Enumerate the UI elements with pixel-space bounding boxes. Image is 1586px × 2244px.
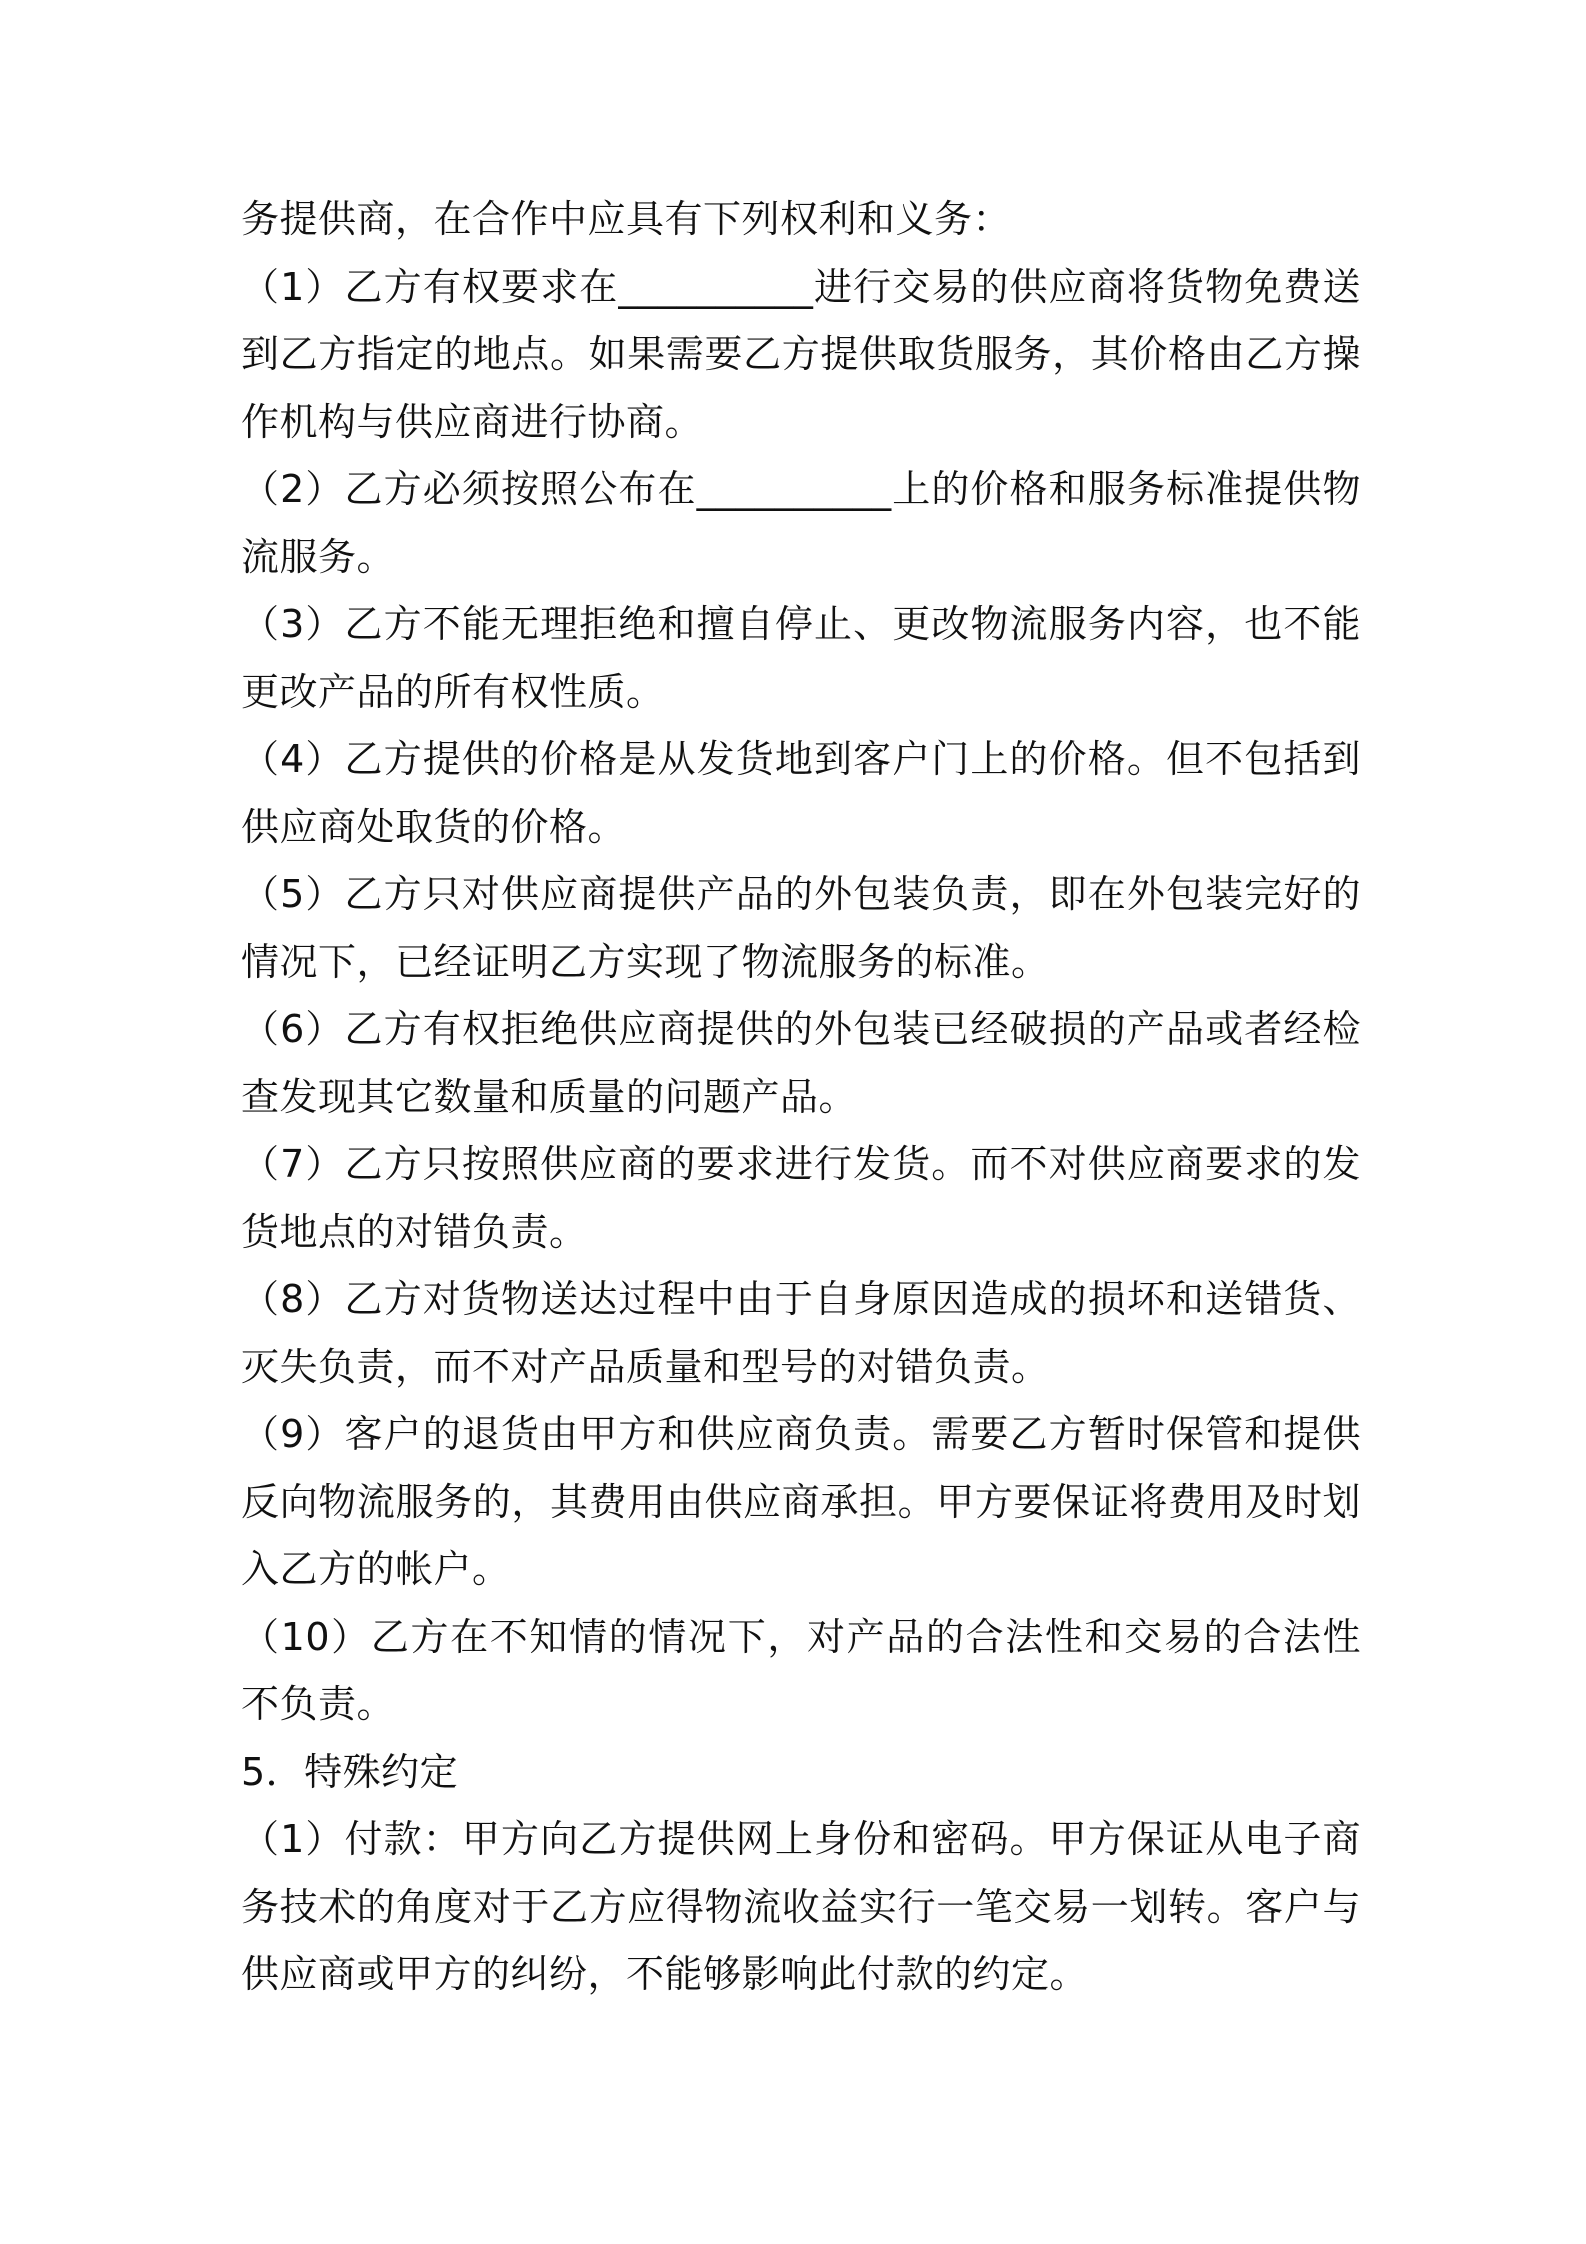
paragraph-item-4: （4）乙方提供的价格是从发货地到客户门上的价格。但不包括到供应商处取货的价格。: [241, 737, 1361, 849]
paragraph-intro: 务提供商，在合作中应具有下列权利和义务：: [241, 197, 1012, 241]
paragraph-item-2: （2）乙方必须按照公布在__________上的价格和服务标准提供物流服务。: [241, 467, 1361, 579]
paragraph-item-8: （8）乙方对货物送达过程中由于自身原因造成的损坏和送错货、灭失负责，而不对产品质量和型号的对错负责。: [241, 1277, 1361, 1389]
paragraph-item-1: （1）乙方有权要求在__________进行交易的供应商将货物免费送到乙方指定的地点。如果需要乙方提供取货服务，其价格由乙方操作机构与供应商进行协商。: [241, 264, 1361, 444]
section-heading: 5．特殊约定: [241, 1749, 459, 1794]
paragraph-item-7: （7）乙方只按照供应商的要求进行发货。而不对供应商要求的发货地点的对错负责。: [241, 1142, 1361, 1254]
paragraph-item-5: （5）乙方只对供应商提供产品的外包装负责，即在外包装完好的情况下，已经证明乙方实现了物流服务的标准。: [241, 872, 1361, 984]
paragraph-item-10: （10）乙方在不知情的情况下，对产品的合法性和交易的合法性不负责。: [241, 1614, 1361, 1726]
paragraph-item-6: （6）乙方有权拒绝供应商提供的外包装已经破损的产品或者经检查发现其它数量和质量的问题产品。: [241, 1007, 1361, 1119]
section-paragraph-1: （1）付款：甲方向乙方提供网上身份和密码。甲方保证从电子商务技术的角度对于乙方应得物流收益实行一笔交易一划转。客户与供应商或甲方的纠纷，不能够影响此付款的约定。: [241, 1817, 1361, 1996]
document-body: [241, 186, 1361, 2009]
paragraph-item-9: （9）客户的退货由甲方和供应商负责。需要乙方暂时保管和提供反向物流服务的，其费用由供应商承担。甲方要保证将费用及时划入乙方的帐户。: [241, 1412, 1361, 1591]
paragraph-item-3: （3）乙方不能无理拒绝和擅自停止、更改物流服务内容，也不能更改产品的所有权性质。: [241, 602, 1361, 714]
